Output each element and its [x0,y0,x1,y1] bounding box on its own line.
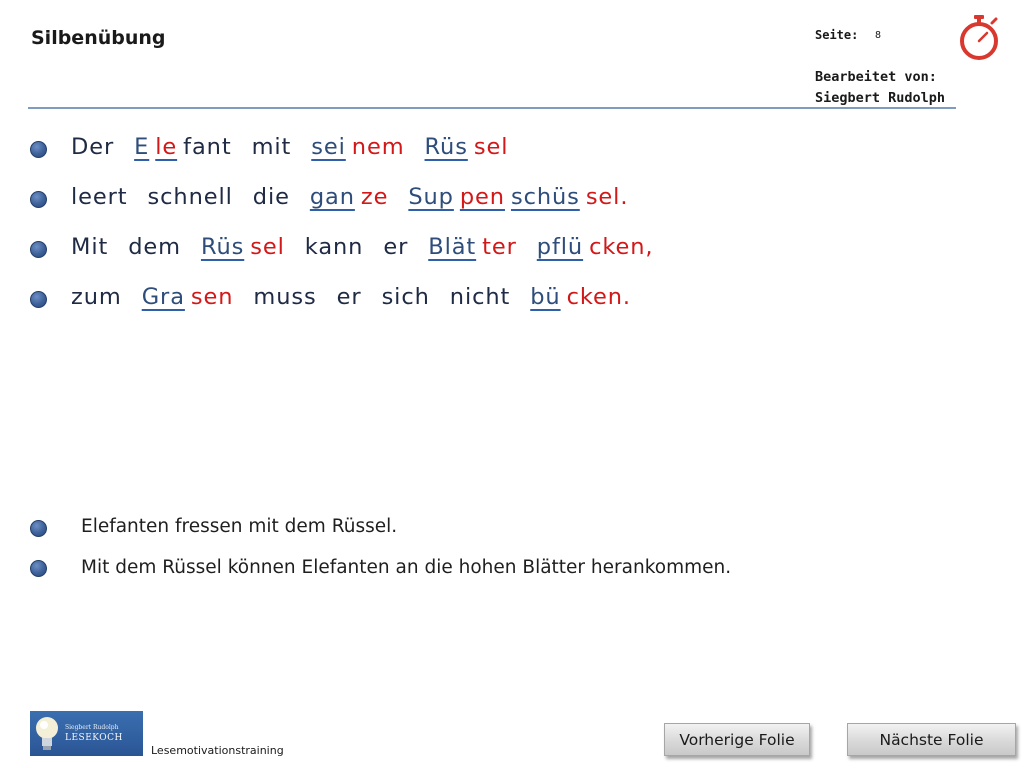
word [142,284,234,310]
word [425,134,509,160]
word [537,234,654,260]
syllable: cken, [589,234,654,260]
word [201,234,285,260]
dot [30,291,47,308]
syllable: zum [71,284,122,310]
previous-slide-button[interactable]: Vorherige Folie [664,723,810,756]
word [134,134,231,160]
word [383,234,408,260]
syllable: mit [251,134,292,160]
syllable: sel [250,234,285,260]
word [382,284,430,310]
syllable: muss [253,284,317,310]
syllable: er [336,284,362,310]
word [337,284,362,310]
logo-brand: LESEKOCH [65,733,123,743]
syllable: sei [311,134,346,160]
syllable: pen [459,184,505,210]
page-label: Seite: [815,28,859,42]
syllable: die [252,184,290,210]
word [71,184,128,210]
syllable: schnell [147,184,233,210]
syllable: Blät [428,234,477,260]
page-number: 8 [875,30,882,41]
syllable: ze [360,184,389,210]
dot [30,560,47,577]
word [253,184,290,210]
word [128,234,181,260]
syllable: sich [381,284,430,310]
dot [30,520,47,537]
logo-author: Siegbert Rudolph [65,724,119,731]
word [310,184,388,210]
syllable: Sup [408,184,454,210]
statement-2: Mit dem Rüssel können Elefanten an die hohen Blätter herankommen. [81,557,732,578]
syllable: leert [71,184,128,210]
editor-info [815,67,945,109]
word [148,184,233,210]
word [71,234,108,260]
syllable: dem [128,234,181,260]
syllable: gan [309,184,355,210]
syllable: sel [473,134,509,160]
word [305,234,364,260]
header-divider [28,107,956,109]
syllable-line-3 [71,234,673,264]
word [253,284,316,310]
syllable: E [134,134,150,160]
syllable: le [155,134,178,160]
syllable-line-1 [71,134,528,164]
syllable: er [383,234,409,260]
word [252,134,292,160]
dot [30,141,47,158]
statement-1: Elefanten fressen mit dem Rüssel. [81,516,398,537]
word [530,284,631,310]
word [311,134,404,160]
page-title: Silbenübung [31,27,166,49]
word [428,234,517,260]
word [71,134,114,160]
editor-label: Bearbeitet von: [815,69,937,85]
syllable: fant [183,134,232,160]
syllable: Rüs [200,234,245,260]
syllable: sen [190,284,234,310]
syllable: Gra [141,284,185,310]
syllable: nicht [449,284,511,310]
next-slide-button[interactable]: Nächste Folie [847,723,1016,756]
syllable: pflü [536,234,584,260]
word [71,284,122,310]
syllable: ter [482,234,517,260]
syllable: bü [530,284,561,310]
syllable: Mit [71,234,109,260]
syllable: Rüs [424,134,468,160]
syllable-line-2 [71,184,648,214]
syllable: sel. [585,184,629,210]
word [408,184,628,210]
footer-caption: Lesemotivationstraining [151,744,284,757]
syllable: schüs [510,184,580,210]
lesekoch-logo [30,711,143,756]
syllable-line-4 [71,284,651,314]
syllable: Der [71,134,115,160]
syllable: cken. [566,284,631,310]
syllable: kann [304,234,364,260]
word [450,284,510,310]
lightbulb-icon [33,714,67,754]
dot [30,191,47,208]
dot [30,241,47,258]
editor-name: Siegbert Rudolph [815,90,946,106]
syllable: nem [351,134,405,160]
stopwatch-icon[interactable] [956,14,1002,62]
